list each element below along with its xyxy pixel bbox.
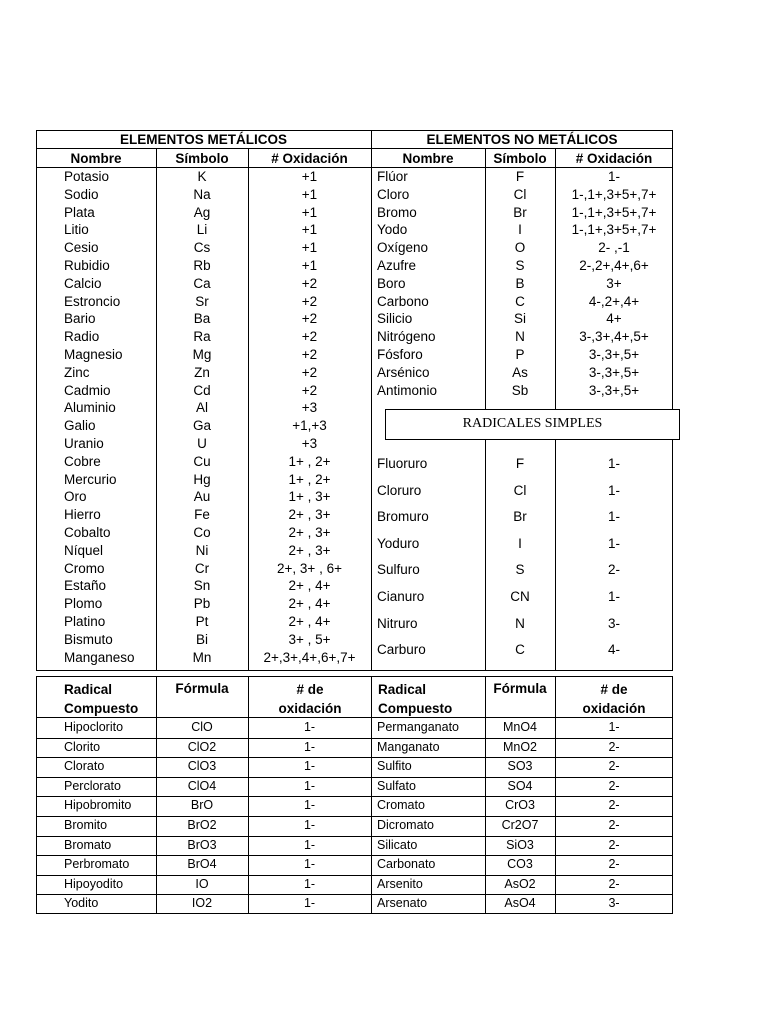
metal-name: Platino — [64, 614, 106, 629]
radical-compuesto-name: Sulfato — [377, 778, 416, 793]
radical-compuesto-formula: SiO3 — [506, 837, 534, 852]
nonmetal-name: Azufre — [377, 258, 417, 273]
radical-compuesto-name: Hipoyodito — [64, 876, 124, 891]
nonmetal-oxidation: 3+ — [606, 275, 622, 291]
radical-simple-oxidation: 2- — [607, 562, 620, 578]
radical-compuesto-name: Hipobromito — [64, 798, 132, 813]
nonmetal-section-title: ELEMENTOS NO METÁLICOS — [426, 132, 618, 147]
metal-name: Aluminio — [64, 400, 116, 416]
metal-symbol: U — [197, 436, 207, 451]
metal-symbol: Cs — [193, 240, 211, 256]
nonmetal-symbol: Br — [513, 204, 527, 220]
radical-compuesto-formula: BrO2 — [187, 818, 217, 832]
metal-oxidation: 2+, 3+ , 6+ — [277, 560, 342, 576]
metal-name: Hierro — [64, 507, 101, 523]
metal-oxidation: +1 — [301, 258, 318, 273]
metal-oxidation: +3 — [301, 436, 318, 451]
radical-simple-symbol: Br — [513, 509, 527, 525]
metal-name: Estroncio — [64, 293, 121, 309]
metal-oxidation: 2+,3+,4+,6+,7+ — [263, 649, 356, 665]
metal-oxidation: +3 — [301, 400, 318, 416]
radical-compuesto-formula: SO4 — [507, 778, 533, 793]
metal-name: Manganeso — [64, 649, 135, 665]
metal-symbol: Cd — [193, 382, 211, 398]
metal-name: Cesio — [64, 240, 99, 256]
nonmetal-symbol: O — [514, 240, 526, 256]
nonmetal-oxidation: 1- — [607, 169, 620, 184]
radical-compuesto-formula: MnO4 — [502, 720, 538, 734]
header-radical: Radical Compuesto — [378, 682, 453, 716]
nonmetal-symbol: Sb — [511, 382, 529, 398]
metal-symbol: Rb — [193, 258, 211, 273]
nonmetal-oxidation: 4+ — [606, 311, 622, 327]
metal-name: Cobalto — [64, 525, 111, 540]
metal-name: Potasio — [64, 169, 110, 184]
metal-name: Radio — [64, 329, 100, 345]
nonmetal-symbol: S — [515, 258, 525, 273]
metal-oxidation: +2 — [301, 311, 318, 327]
radical-compuesto-formula: ClO — [191, 720, 213, 734]
metal-name: Galio — [64, 418, 96, 434]
metal-name: Zinc — [64, 364, 90, 380]
header-simbolo: Símbolo — [175, 151, 229, 166]
metal-name: Cadmio — [64, 382, 111, 398]
header-simbolo: Símbolo — [493, 151, 547, 166]
metal-section-title: ELEMENTOS METÁLICOS — [119, 132, 287, 147]
radicales-simples-title: RADICALES SIMPLES — [385, 409, 680, 440]
radical-compuesto-oxidation: 2- — [608, 876, 620, 891]
metal-name: Bismuto — [64, 631, 113, 647]
radical-compuesto-formula: IO — [195, 876, 209, 891]
nonmetal-oxidation: 1-,1+,3+5+,7+ — [571, 222, 657, 238]
nonmetal-oxidation: 2- ,-1 — [598, 240, 630, 256]
metal-name: Sodio — [64, 186, 99, 202]
radical-compuesto-formula: MnO2 — [502, 739, 538, 754]
metal-oxidation: +2 — [301, 347, 318, 362]
metal-oxidation: +1,+3 — [292, 418, 327, 434]
metal-symbol: Pt — [195, 614, 209, 629]
metal-symbol: Cu — [193, 453, 211, 469]
metal-name: Mercurio — [64, 471, 117, 487]
radical-simple-symbol: F — [515, 456, 525, 471]
metal-oxidation: +2 — [301, 275, 318, 291]
metal-name: Bario — [64, 311, 96, 327]
radical-compuesto-formula: Cr2O7 — [501, 818, 539, 832]
radical-compuesto-oxidation: 1- — [303, 798, 316, 813]
radical-compuesto-name: Bromato — [64, 837, 112, 852]
metal-oxidation: 2+ , 4+ — [288, 578, 331, 594]
metal-symbol: Au — [193, 489, 211, 505]
metal-name: Uranio — [64, 436, 104, 451]
metal-symbol: Li — [196, 222, 208, 238]
radical-simple-oxidation: 4- — [607, 642, 620, 658]
radical-simple-oxidation: 1- — [607, 589, 620, 604]
radical-compuesto-name: Hipoclorito — [64, 720, 124, 734]
nonmetal-name: Carbono — [377, 293, 429, 309]
metal-oxidation: 1+ , 2+ — [288, 453, 331, 469]
radical-compuesto-formula: BrO4 — [187, 857, 217, 872]
radical-compuesto-formula: AsO4 — [504, 896, 536, 911]
radical-compuesto-name: Arsenito — [377, 876, 423, 891]
metal-oxidation: +2 — [301, 329, 318, 345]
nonmetal-name: Nitrógeno — [377, 329, 436, 345]
radical-compuesto-oxidation: 2- — [608, 818, 620, 832]
metal-oxidation: 2+ , 3+ — [288, 525, 331, 540]
radical-compuesto-name: Clorito — [64, 739, 101, 754]
nonmetal-symbol: F — [515, 169, 525, 184]
radical-compuesto-formula: CrO3 — [505, 798, 535, 813]
radical-compuesto-formula: BrO — [190, 798, 214, 813]
nonmetal-oxidation: 3-,3+,5+ — [588, 382, 640, 398]
radical-simple-symbol: N — [515, 615, 525, 631]
radical-compuesto-oxidation: 1- — [608, 720, 620, 734]
radical-compuesto-formula: SO3 — [507, 759, 533, 774]
radical-simple-oxidation: 1- — [607, 509, 620, 525]
radical-compuesto-name: Arsenato — [377, 896, 428, 911]
radical-compuesto-formula: BrO3 — [187, 837, 217, 852]
metal-symbol: Ga — [192, 418, 211, 434]
header-radical: Radical Compuesto — [64, 682, 139, 716]
nonmetal-symbol: As — [512, 364, 528, 380]
radical-simple-oxidation: 1- — [607, 456, 620, 471]
metal-oxidation: +1 — [301, 222, 318, 238]
radical-simple-name: Yoduro — [377, 535, 420, 551]
metal-symbol: K — [197, 169, 207, 184]
metal-symbol: Ba — [193, 311, 211, 327]
radical-compuesto-oxidation: 2- — [608, 739, 620, 754]
header-nombre: Nombre — [402, 151, 454, 166]
radical-simple-oxidation: 1- — [607, 482, 620, 498]
metal-oxidation: +1 — [301, 169, 318, 184]
radical-simple-name: Cianuro — [377, 589, 425, 604]
radical-compuesto-oxidation: 1- — [303, 896, 316, 911]
col-line — [555, 440, 556, 671]
radical-compuesto-name: Permanganato — [377, 720, 460, 734]
radical-compuesto-name: Yodito — [64, 896, 99, 911]
radical-compuesto-formula: CO3 — [507, 857, 533, 872]
title-divider — [36, 148, 673, 149]
metal-name: Cromo — [64, 560, 105, 576]
nonmetal-name: Flúor — [377, 169, 408, 184]
metal-symbol: Ca — [193, 275, 211, 291]
radical-compuesto-name: Clorato — [64, 759, 105, 774]
radical-simple-name: Fluoruro — [377, 456, 428, 471]
metal-symbol: Mg — [192, 347, 212, 362]
radical-compuesto-formula: AsO2 — [504, 876, 536, 891]
radical-compuesto-name: Dicromato — [377, 818, 434, 832]
metal-symbol: Mn — [192, 649, 212, 665]
nonmetal-oxidation: 2-,2+,4+,6+ — [579, 258, 649, 273]
header-nombre: Nombre — [70, 151, 122, 166]
radical-compuesto-oxidation: 2- — [608, 778, 620, 793]
metal-oxidation: +1 — [301, 240, 318, 256]
radical-simple-name: Sulfuro — [377, 562, 420, 578]
radical-compuesto-oxidation: 1- — [303, 778, 316, 793]
radical-compuesto-formula: IO2 — [191, 896, 213, 911]
col-line — [371, 130, 372, 671]
nonmetal-symbol: Cl — [513, 186, 527, 202]
radical-compuesto-oxidation: 2- — [608, 857, 620, 872]
radical-compuesto-oxidation: 1- — [303, 857, 316, 872]
radical-compuesto-oxidation: 1- — [303, 720, 316, 734]
metal-oxidation: +1 — [301, 186, 318, 202]
header-oxidacion: # Oxidación — [575, 151, 653, 166]
radical-compuesto-name: Perclorato — [64, 778, 121, 793]
metal-symbol: Fe — [194, 507, 210, 523]
metal-oxidation: +2 — [301, 293, 318, 309]
radical-simple-oxidation: 3- — [607, 615, 620, 631]
radical-simple-name: Cloruro — [377, 482, 422, 498]
header-numero-oxidacion: # de oxidación — [278, 682, 342, 716]
radical-compuesto-name: Sulfito — [377, 759, 412, 774]
metal-name: Magnesio — [64, 347, 123, 362]
radical-simple-name: Carburo — [377, 642, 426, 658]
metal-name: Litio — [64, 222, 89, 238]
nonmetal-symbol: C — [515, 293, 525, 309]
radical-compuesto-oxidation: 1- — [303, 739, 316, 754]
radical-compuesto-oxidation: 1- — [303, 876, 316, 891]
metal-name: Cobre — [64, 453, 101, 469]
nonmetal-oxidation: 3-,3+,5+ — [588, 364, 640, 380]
radical-compuesto-name: Cromato — [377, 798, 425, 813]
nonmetal-name: Cloro — [377, 186, 410, 202]
nonmetal-name: Fósforo — [377, 347, 423, 362]
radical-simple-name: Bromuro — [377, 509, 429, 525]
radical-simple-name: Nitruro — [377, 615, 418, 631]
radical-compuesto-name: Perbromato — [64, 857, 130, 872]
nonmetal-symbol: B — [515, 275, 525, 291]
metal-symbol: Pb — [193, 596, 211, 612]
metal-oxidation: 2+ , 4+ — [288, 596, 331, 612]
radical-compuesto-formula: ClO2 — [187, 739, 217, 754]
radical-compuesto-oxidation: 3- — [608, 896, 620, 911]
nonmetal-name: Boro — [377, 275, 406, 291]
radical-simple-symbol: S — [515, 562, 525, 578]
radical-compuesto-oxidation: 1- — [303, 759, 316, 774]
metal-name: Plomo — [64, 596, 103, 612]
nonmetal-symbol: Si — [513, 311, 526, 327]
radical-compuesto-oxidation: 2- — [608, 798, 620, 813]
metal-symbol: Ni — [195, 542, 209, 558]
metal-symbol: Bi — [195, 631, 208, 647]
metal-oxidation: 2+ , 3+ — [288, 542, 331, 558]
metal-symbol: Sr — [195, 293, 209, 309]
metal-symbol: Na — [193, 186, 211, 202]
radical-compuesto-name: Manganato — [377, 739, 440, 754]
metal-symbol: Al — [195, 400, 208, 416]
nonmetal-symbol: N — [515, 329, 525, 345]
metal-symbol: Co — [193, 525, 211, 540]
metal-oxidation: +2 — [301, 364, 318, 380]
nonmetal-name: Silicio — [377, 311, 413, 327]
radical-simple-symbol: C — [515, 642, 525, 658]
radical-compuesto-formula: ClO4 — [187, 778, 217, 793]
metal-name: Calcio — [64, 275, 102, 291]
metal-symbol: Ra — [193, 329, 211, 345]
metal-symbol: Hg — [193, 471, 211, 487]
nonmetal-symbol: P — [515, 347, 525, 362]
radical-compuesto-formula: ClO3 — [187, 759, 217, 774]
metal-symbol: Cr — [194, 560, 210, 576]
nonmetal-name: Bromo — [377, 204, 417, 220]
nonmetal-oxidation: 3-,3+,5+ — [588, 347, 640, 362]
header-formula: Fórmula — [493, 681, 547, 696]
nonmetal-name: Antimonio — [377, 382, 438, 398]
metal-symbol: Zn — [194, 364, 210, 380]
metal-name: Plata — [64, 204, 95, 220]
metal-oxidation: +1 — [301, 204, 318, 220]
metal-oxidation: 2+ , 3+ — [288, 507, 331, 523]
metal-name: Estaño — [64, 578, 107, 594]
radical-compuesto-oxidation: 1- — [303, 837, 316, 852]
metal-name: Rubidio — [64, 258, 110, 273]
metal-symbol: Sn — [193, 578, 211, 594]
metal-oxidation: 3+ , 5+ — [288, 631, 331, 647]
metal-name: Níquel — [64, 542, 104, 558]
col-line — [371, 676, 372, 914]
nonmetal-oxidation: 1-,1+,3+5+,7+ — [571, 204, 657, 220]
radical-simple-oxidation: 1- — [607, 535, 620, 551]
metal-name: Oro — [64, 489, 87, 505]
metal-oxidation: 2+ , 4+ — [288, 614, 331, 629]
nonmetal-name: Oxígeno — [377, 240, 429, 256]
header-formula: Fórmula — [175, 681, 229, 696]
radical-compuesto-oxidation: 2- — [608, 837, 620, 852]
radical-compuesto-oxidation: 1- — [303, 818, 316, 832]
nonmetal-oxidation: 4-,2+,4+ — [588, 293, 640, 309]
nonmetal-oxidation: 1-,1+,3+5+,7+ — [571, 186, 657, 202]
radical-compuesto-name: Silicato — [377, 837, 418, 852]
radical-compuesto-oxidation: 2- — [608, 759, 620, 774]
nonmetal-oxidation: 3-,3+,4+,5+ — [579, 329, 649, 345]
metal-oxidation: 1+ , 3+ — [288, 489, 331, 505]
nonmetal-name: Yodo — [377, 222, 408, 238]
nonmetal-name: Arsénico — [377, 364, 430, 380]
header-numero-oxidacion: # de oxidación — [582, 682, 646, 716]
radical-simple-symbol: CN — [510, 589, 530, 604]
col-line — [485, 440, 486, 671]
metal-oxidation: 1+ , 2+ — [288, 471, 331, 487]
metal-oxidation: +2 — [301, 382, 318, 398]
metal-symbol: Ag — [193, 204, 211, 220]
nonmetal-symbol: I — [518, 222, 522, 238]
radical-compuesto-name: Carbonato — [377, 857, 436, 872]
radical-simple-symbol: I — [518, 535, 522, 551]
radical-compuesto-name: Bromito — [64, 818, 108, 832]
header-oxidacion: # Oxidación — [271, 151, 348, 166]
radical-simple-symbol: Cl — [513, 482, 527, 498]
